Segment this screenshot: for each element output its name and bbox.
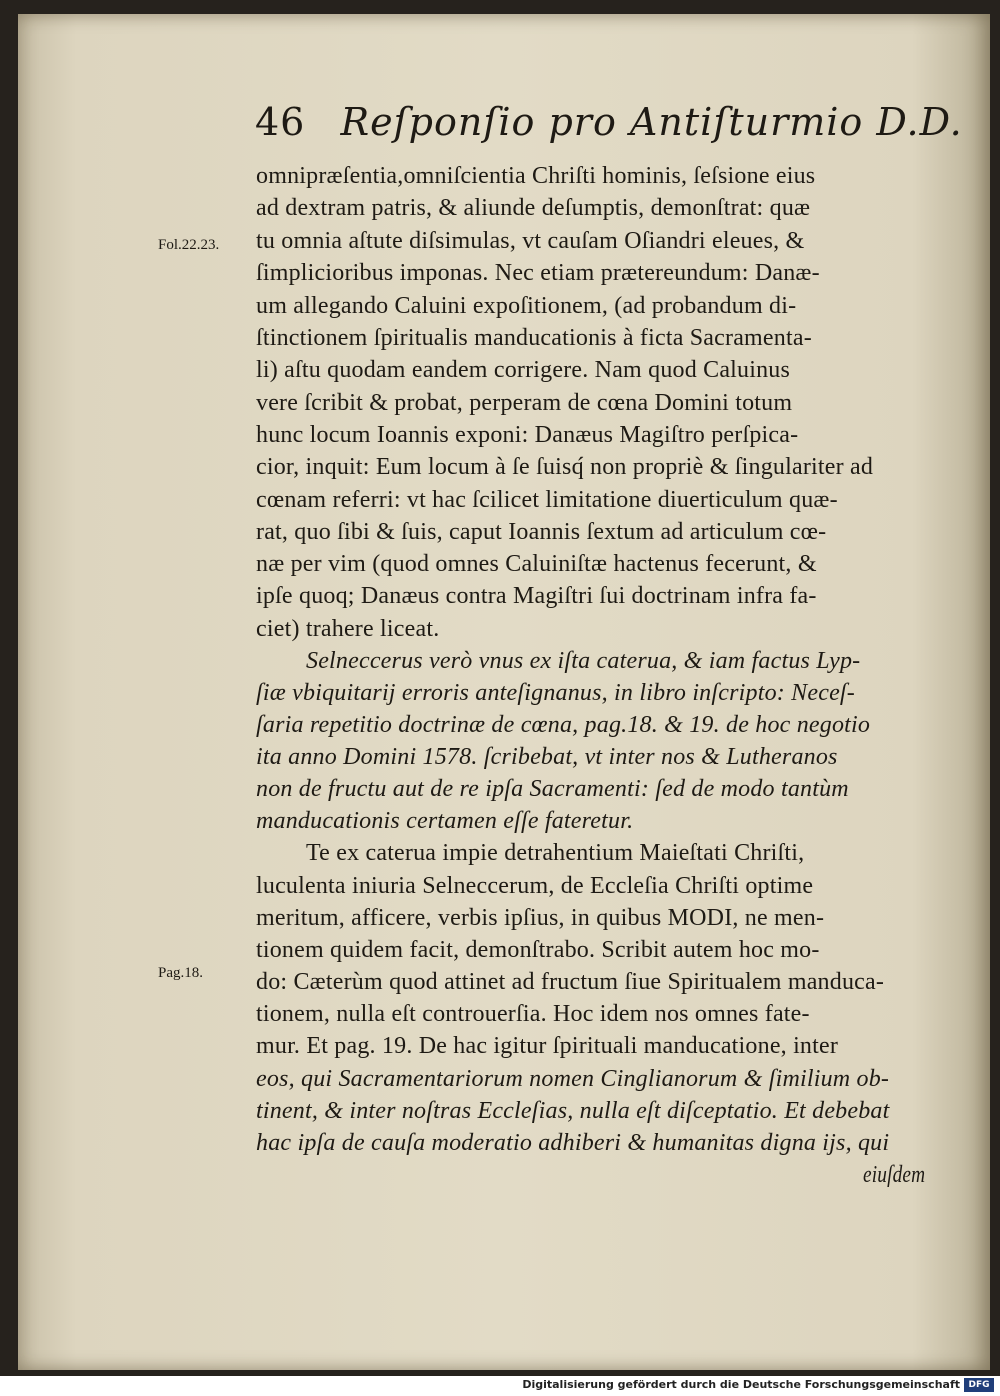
text-line: rat, quo ſibi & ſuis, caput Ioannis ſextum ad articulum cœ-: [256, 519, 827, 545]
text-line: næ per vim (quod omnes Caluiniſtæ hactenus fecerunt, &: [256, 551, 817, 577]
text-line: ſiæ vbiquitarij erroris anteſignanus, in libro inſcripto: Neceſ-: [256, 680, 855, 706]
text-line: ſaria repetitio doctrinæ de cœna, pag.18. & 19. de hoc negotio: [256, 712, 871, 738]
text-line: tionem, nulla eſt controuerſia. Hoc idem nos omnes fate-: [256, 1001, 810, 1027]
text-line: omnipræſentia,omniſcientia Chriſti hominis, ſeſsione eius: [256, 163, 816, 189]
dfg-logo: DFG: [964, 1378, 994, 1392]
text-line: manducationis certamen eſſe fateretur.: [256, 808, 634, 834]
text-line: ſtinctionem ſpiritualis manducationis à ficta Sacramenta-: [256, 325, 812, 351]
text-line: luculenta iniuria Selneccerum, de Eccleſia Chriſti optime: [256, 873, 814, 899]
margin-note: Pag.18.: [158, 965, 203, 981]
text-line: mur. Et pag. 19. De hac igitur ſpirituali manducatione, inter: [256, 1033, 839, 1059]
text-line: cior, inquit: Eum locum à ſe ſuisq́ non propriè & ſingulariter ad: [256, 454, 874, 480]
text-line: cœnam referri: vt hac ſcilicet limitatione diuerticulum quæ-: [256, 487, 838, 513]
text-line: tu omnia aſtute diſsimulas, vt cauſam Oſiandri eleues, &: [256, 228, 805, 254]
text-line: Te ex caterua impie detrahentium Maieſtati Chriſti,: [306, 840, 805, 866]
text-line: hac ipſa de cauſa moderatio adhiberi & humanitas digna ijs, qui: [256, 1130, 890, 1156]
text-line: meritum, afficere, verbis ipſius, in quibus MODI, ne men-: [256, 905, 825, 931]
footer-bar: [0, 1376, 1000, 1396]
page-number: 46: [255, 100, 306, 144]
text-line: ciet) trahere liceat.: [256, 616, 440, 642]
text-line: Selneccerus verò vnus ex iſta caterua, & iam factus Lyp-: [306, 648, 861, 674]
margin-note: Fol.22.23.: [158, 237, 220, 253]
text-line: li) aſtu quodam eandem corrigere. Nam quod Caluinus: [256, 357, 791, 383]
running-header: [255, 100, 963, 144]
text-line: vere ſcribit & probat, perperam de cœna Domini totum: [256, 390, 793, 416]
text-line: ad dextram patris, & aliunde deſumptis, demonſtrat: quæ: [256, 195, 811, 221]
text-line: ſimplicioribus imponas. Nec etiam prætereundum: Danæ-: [256, 260, 820, 286]
text-line: do: Cæterùm quod attinet ad fructum ſiue Spiritualem manduca-: [256, 969, 885, 995]
footer-credit: Digitalisierung gefördert durch die Deutsche Forschungsgemeinschaft: [522, 1378, 960, 1391]
text-line: um allegando Caluini expoſitionem, (ad probandum di-: [256, 293, 797, 319]
text-line: tinent, & inter noſtras Eccleſias, nulla eſt diſceptatio. Et debebat: [256, 1098, 890, 1124]
text-line: eiuſdem: [863, 1162, 926, 1188]
text-line: hunc locum Ioannis exponi: Danæus Magiſtro perſpica-: [256, 422, 799, 448]
text-line: eos, qui Sacramentariorum nomen Cinglianorum & ſimilium ob-: [256, 1066, 890, 1092]
text-line: ita anno Domini 1578. ſcribebat, vt inter nos & Lutheranos: [256, 744, 838, 770]
text-line: ipſe quoq; Danæus contra Magiſtri ſui doctrinam infra fa-: [256, 583, 817, 609]
running-title: Reſponſio pro Antiſturmio D.D.: [340, 100, 963, 144]
text-line: tionem quidem facit, demonſtrabo. Scribit autem hoc mo-: [256, 937, 820, 963]
text-line: non de fructu aut de re ipſa Sacramenti: ſed de modo tantùm: [256, 776, 849, 802]
